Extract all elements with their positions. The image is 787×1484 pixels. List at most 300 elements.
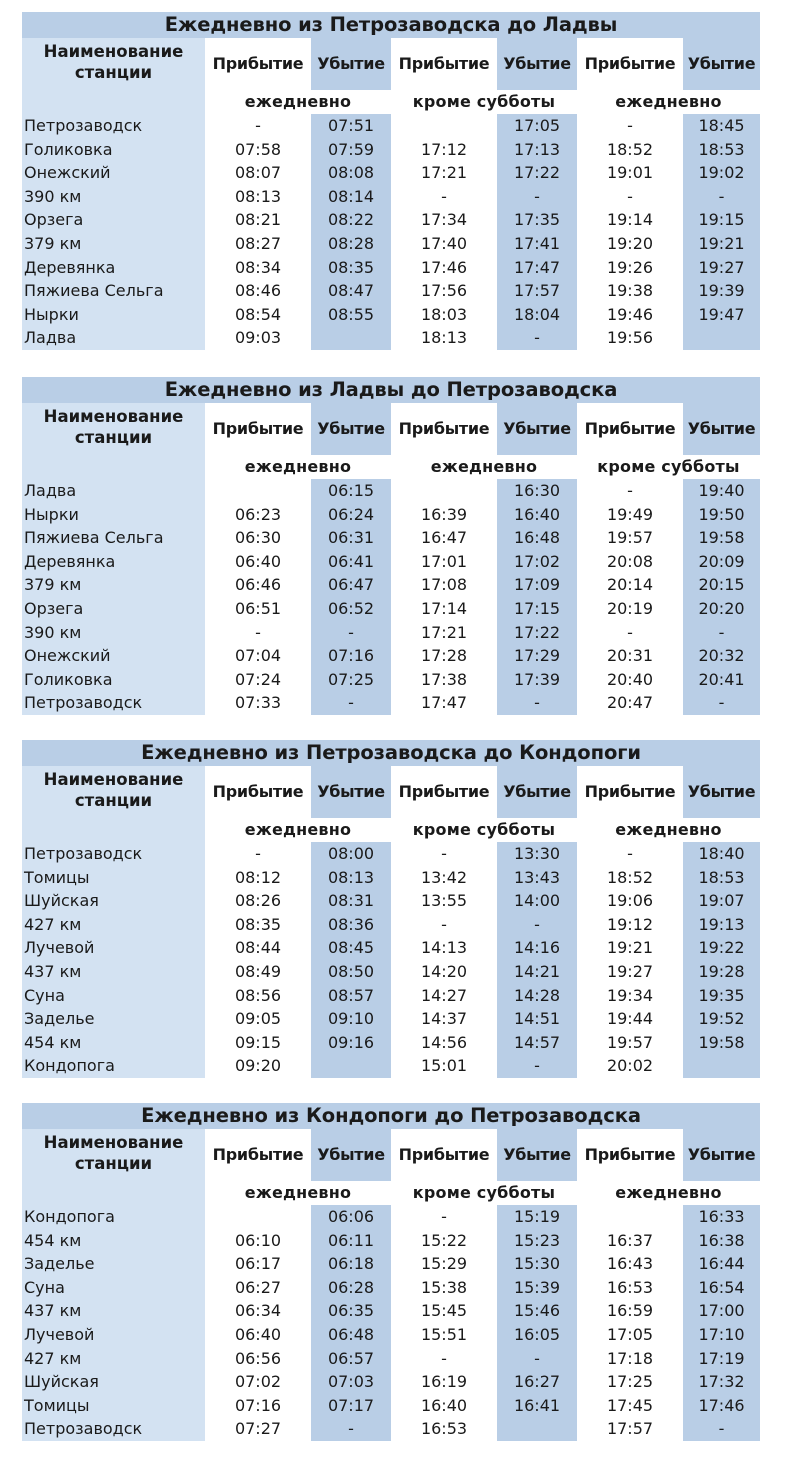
departure-time: 19:40 bbox=[683, 479, 760, 503]
table-row bbox=[22, 503, 760, 527]
table-row bbox=[22, 1205, 760, 1229]
arrival-time: 15:51 bbox=[391, 1323, 497, 1347]
schedule-period-label: ежедневно bbox=[244, 457, 352, 476]
station-name: Шуйская bbox=[22, 889, 205, 913]
departure-time: 09:16 bbox=[311, 1031, 391, 1055]
timetable-title: Ежедневно из Ладвы до Петрозаводска bbox=[164, 378, 618, 401]
table-row bbox=[22, 573, 760, 597]
arrival-time: 06:10 bbox=[205, 1229, 311, 1253]
departure-column-header: Убытие bbox=[683, 1129, 760, 1181]
station-name: Орзега bbox=[22, 208, 205, 232]
departure-time: 16:48 bbox=[497, 526, 577, 550]
departure-time: 08:13 bbox=[311, 866, 391, 890]
schedule-period-label: ежедневно bbox=[615, 820, 722, 839]
arrival-time: - bbox=[391, 185, 497, 209]
station-name: Петрозаводск bbox=[22, 114, 205, 138]
arrival-time: 19:27 bbox=[577, 960, 683, 984]
departure-column-header: Убытие bbox=[683, 766, 760, 818]
station-name: Нырки bbox=[22, 303, 205, 327]
departure-time: 17:00 bbox=[683, 1299, 760, 1323]
station-column-spacer bbox=[22, 455, 205, 479]
station-name: Пяжиева Сельга bbox=[22, 279, 205, 303]
departure-time: 18:53 bbox=[683, 138, 760, 162]
arrival-time: 08:49 bbox=[205, 960, 311, 984]
departure-time: 17:47 bbox=[497, 256, 577, 280]
station-name: Лучевой bbox=[22, 936, 205, 960]
station-name: Томицы bbox=[22, 866, 205, 890]
station-name: 390 км bbox=[22, 185, 205, 209]
timetable-title: Ежедневно из Петрозаводска до Ладвы bbox=[164, 13, 618, 36]
schedule-period-label: кроме субботы bbox=[597, 457, 740, 476]
arrival-time: 19:57 bbox=[577, 1031, 683, 1055]
timetable bbox=[22, 377, 760, 715]
departure-column-header: Убытие bbox=[683, 403, 760, 455]
departure-time: 17:19 bbox=[683, 1347, 760, 1371]
departure-time: 08:08 bbox=[311, 161, 391, 185]
departure-time: 20:15 bbox=[683, 573, 760, 597]
departure-time: 06:31 bbox=[311, 526, 391, 550]
departure-time: 18:04 bbox=[497, 303, 577, 327]
arrival-time: 07:16 bbox=[205, 1394, 311, 1418]
arrival-time: 13:55 bbox=[391, 889, 497, 913]
arrival-time: 17:14 bbox=[391, 597, 497, 621]
departure-time: 19:22 bbox=[683, 936, 760, 960]
arrival-time: - bbox=[205, 114, 311, 138]
arrival-time: 20:31 bbox=[577, 644, 683, 668]
departure-time: 19:07 bbox=[683, 889, 760, 913]
departure-time: 16:41 bbox=[497, 1394, 577, 1418]
departure-time: 16:40 bbox=[497, 503, 577, 527]
departure-time: 19:58 bbox=[683, 1031, 760, 1055]
departure-time: 17:10 bbox=[683, 1323, 760, 1347]
arrival-time: 08:44 bbox=[205, 936, 311, 960]
arrival-time: 19:38 bbox=[577, 279, 683, 303]
departure-time: 09:10 bbox=[311, 1007, 391, 1031]
departure-time: 16:33 bbox=[683, 1205, 760, 1229]
departure-time: 08:57 bbox=[311, 984, 391, 1008]
table-row bbox=[22, 326, 760, 350]
departure-time: - bbox=[497, 1347, 577, 1371]
departure-time: 19:21 bbox=[683, 232, 760, 256]
departure-time: - bbox=[497, 326, 577, 350]
departure-time: 06:47 bbox=[311, 573, 391, 597]
arrival-time: 16:40 bbox=[391, 1394, 497, 1418]
departure-time: 14:57 bbox=[497, 1031, 577, 1055]
departure-time: 06:28 bbox=[311, 1276, 391, 1300]
arrival-time: 17:38 bbox=[391, 668, 497, 692]
arrival-column-header: Прибытие bbox=[391, 403, 497, 455]
arrival-column-header: Прибытие bbox=[205, 1129, 311, 1181]
departure-time: 19:27 bbox=[683, 256, 760, 280]
table-row bbox=[22, 1054, 760, 1078]
table-row bbox=[22, 303, 760, 327]
arrival-time bbox=[205, 1205, 311, 1229]
arrival-time: 19:26 bbox=[577, 256, 683, 280]
station-name: 437 км bbox=[22, 960, 205, 984]
arrival-time: 09:05 bbox=[205, 1007, 311, 1031]
arrival-time: 20:19 bbox=[577, 597, 683, 621]
departure-time: - bbox=[683, 185, 760, 209]
schedule-period-label: ежедневно bbox=[244, 1183, 352, 1202]
arrival-time: 08:13 bbox=[205, 185, 311, 209]
arrival-time: 08:26 bbox=[205, 889, 311, 913]
column-header-row bbox=[22, 38, 760, 90]
departure-time: 13:30 bbox=[497, 842, 577, 866]
schedule-period-row bbox=[22, 1181, 760, 1205]
arrival-time: 20:40 bbox=[577, 668, 683, 692]
arrival-time: 14:37 bbox=[391, 1007, 497, 1031]
arrival-time: 19:06 bbox=[577, 889, 683, 913]
arrival-time: - bbox=[391, 842, 497, 866]
departure-time: 19:02 bbox=[683, 161, 760, 185]
departure-time: 06:11 bbox=[311, 1229, 391, 1253]
arrival-time: 09:03 bbox=[205, 326, 311, 350]
arrival-time: 19:14 bbox=[577, 208, 683, 232]
table-row bbox=[22, 1394, 760, 1418]
station-column-header: Наименование станции bbox=[22, 403, 205, 455]
departure-time: 15:23 bbox=[497, 1229, 577, 1253]
station-column-spacer bbox=[22, 818, 205, 842]
timetable bbox=[22, 12, 760, 350]
timetable bbox=[22, 740, 760, 1078]
arrival-time: 19:56 bbox=[577, 326, 683, 350]
arrival-time: 19:20 bbox=[577, 232, 683, 256]
departure-time: 18:53 bbox=[683, 866, 760, 890]
departure-time: - bbox=[311, 691, 391, 715]
departure-time: 20:41 bbox=[683, 668, 760, 692]
station-column-spacer bbox=[22, 90, 205, 114]
departure-time: 15:30 bbox=[497, 1252, 577, 1276]
departure-time: 17:05 bbox=[497, 114, 577, 138]
departure-column-header: Убытие bbox=[311, 1129, 391, 1181]
arrival-time: 20:08 bbox=[577, 550, 683, 574]
arrival-time: - bbox=[577, 621, 683, 645]
timetable-title-bar bbox=[22, 1103, 760, 1129]
arrival-time: 08:27 bbox=[205, 232, 311, 256]
departure-time: 06:06 bbox=[311, 1205, 391, 1229]
table-row bbox=[22, 889, 760, 913]
timetable-title: Ежедневно из Петрозаводска до Кондопоги bbox=[141, 741, 641, 764]
departure-time: 17:35 bbox=[497, 208, 577, 232]
arrival-time: 06:40 bbox=[205, 1323, 311, 1347]
arrival-time: 15:38 bbox=[391, 1276, 497, 1300]
station-name: 379 км bbox=[22, 573, 205, 597]
arrival-time: 19:34 bbox=[577, 984, 683, 1008]
table-row bbox=[22, 526, 760, 550]
departure-time: 19:13 bbox=[683, 913, 760, 937]
departure-time: 19:47 bbox=[683, 303, 760, 327]
arrival-time: 18:52 bbox=[577, 138, 683, 162]
arrival-time: 17:12 bbox=[391, 138, 497, 162]
departure-time: 17:22 bbox=[497, 621, 577, 645]
departure-time bbox=[497, 1417, 577, 1441]
departure-time: 19:39 bbox=[683, 279, 760, 303]
departure-time: 08:35 bbox=[311, 256, 391, 280]
departure-time: - bbox=[497, 185, 577, 209]
departure-time: 07:59 bbox=[311, 138, 391, 162]
departure-time: 07:25 bbox=[311, 668, 391, 692]
arrival-time: 06:30 bbox=[205, 526, 311, 550]
arrival-time: - bbox=[577, 114, 683, 138]
departure-column-header: Убытие bbox=[497, 766, 577, 818]
departure-time: 14:00 bbox=[497, 889, 577, 913]
station-name: Заделье bbox=[22, 1007, 205, 1031]
arrival-time: 16:47 bbox=[391, 526, 497, 550]
departure-time: 07:16 bbox=[311, 644, 391, 668]
departure-time: 20:09 bbox=[683, 550, 760, 574]
departure-time: 06:57 bbox=[311, 1347, 391, 1371]
departure-time: 07:03 bbox=[311, 1370, 391, 1394]
table-row bbox=[22, 1347, 760, 1371]
arrival-column-header: Прибытие bbox=[577, 38, 683, 90]
arrival-time: 06:56 bbox=[205, 1347, 311, 1371]
table-row bbox=[22, 913, 760, 937]
schedule-period-label: ежедневно bbox=[430, 457, 538, 476]
station-column-header: Наименование станции bbox=[22, 38, 205, 90]
station-name: Суна bbox=[22, 1276, 205, 1300]
departure-time: 17:41 bbox=[497, 232, 577, 256]
arrival-time: 06:34 bbox=[205, 1299, 311, 1323]
arrival-column-header: Прибытие bbox=[577, 766, 683, 818]
departure-time: 08:45 bbox=[311, 936, 391, 960]
arrival-time: 17:46 bbox=[391, 256, 497, 280]
arrival-column-header: Прибытие bbox=[391, 38, 497, 90]
table-row bbox=[22, 1323, 760, 1347]
timetable-title-bar bbox=[22, 12, 760, 38]
arrival-time: 06:17 bbox=[205, 1252, 311, 1276]
arrival-time: 17:01 bbox=[391, 550, 497, 574]
table-row bbox=[22, 1007, 760, 1031]
schedule-period-label: кроме субботы bbox=[412, 1183, 556, 1202]
arrival-time: 14:20 bbox=[391, 960, 497, 984]
departure-time: 16:38 bbox=[683, 1229, 760, 1253]
station-name: 437 км bbox=[22, 1299, 205, 1323]
schedule-period-label: кроме субботы bbox=[412, 820, 556, 839]
departure-time: 17:46 bbox=[683, 1394, 760, 1418]
departure-time: 08:50 bbox=[311, 960, 391, 984]
table-row bbox=[22, 960, 760, 984]
arrival-time: 09:20 bbox=[205, 1054, 311, 1078]
arrival-time: 07:02 bbox=[205, 1370, 311, 1394]
departure-time: 13:43 bbox=[497, 866, 577, 890]
timetable-title-bar bbox=[22, 740, 760, 766]
arrival-time: - bbox=[205, 621, 311, 645]
station-name: Ладва bbox=[22, 479, 205, 503]
arrival-time: 18:03 bbox=[391, 303, 497, 327]
arrival-time: 07:27 bbox=[205, 1417, 311, 1441]
column-header-row bbox=[22, 766, 760, 818]
departure-time: 06:24 bbox=[311, 503, 391, 527]
departure-time: - bbox=[683, 1417, 760, 1441]
schedule-period-row bbox=[22, 455, 760, 479]
departure-time: 19:52 bbox=[683, 1007, 760, 1031]
arrival-time: 19:57 bbox=[577, 526, 683, 550]
arrival-time: 19:21 bbox=[577, 936, 683, 960]
station-name: Кондопога bbox=[22, 1054, 205, 1078]
departure-time: 15:39 bbox=[497, 1276, 577, 1300]
departure-time bbox=[311, 1054, 391, 1078]
arrival-time: 17:45 bbox=[577, 1394, 683, 1418]
arrival-time bbox=[391, 479, 497, 503]
table-row bbox=[22, 668, 760, 692]
table-row bbox=[22, 479, 760, 503]
departure-time: 08:36 bbox=[311, 913, 391, 937]
station-name: Кондопога bbox=[22, 1205, 205, 1229]
departure-time bbox=[683, 1054, 760, 1078]
arrival-time: 16:59 bbox=[577, 1299, 683, 1323]
table-row bbox=[22, 1252, 760, 1276]
table-row bbox=[22, 114, 760, 138]
timetable-body bbox=[22, 842, 760, 1078]
arrival-time: 13:42 bbox=[391, 866, 497, 890]
arrival-time: 17:28 bbox=[391, 644, 497, 668]
departure-time: 16:05 bbox=[497, 1323, 577, 1347]
station-name: 427 км bbox=[22, 913, 205, 937]
table-row bbox=[22, 232, 760, 256]
departure-time: 06:41 bbox=[311, 550, 391, 574]
arrival-time bbox=[205, 479, 311, 503]
departure-time: 16:30 bbox=[497, 479, 577, 503]
departure-time: 16:44 bbox=[683, 1252, 760, 1276]
departure-time: 08:22 bbox=[311, 208, 391, 232]
departure-time: 08:14 bbox=[311, 185, 391, 209]
arrival-time: 19:49 bbox=[577, 503, 683, 527]
arrival-time: 17:21 bbox=[391, 621, 497, 645]
station-name: Нырки bbox=[22, 503, 205, 527]
departure-time: 20:32 bbox=[683, 644, 760, 668]
arrival-time bbox=[577, 1205, 683, 1229]
timetable bbox=[22, 1103, 760, 1441]
table-row bbox=[22, 621, 760, 645]
arrival-time: 08:12 bbox=[205, 866, 311, 890]
table-row bbox=[22, 644, 760, 668]
departure-time: - bbox=[311, 621, 391, 645]
station-name: Петрозаводск bbox=[22, 691, 205, 715]
departure-time: 06:48 bbox=[311, 1323, 391, 1347]
departure-time: 17:09 bbox=[497, 573, 577, 597]
arrival-time: 17:56 bbox=[391, 279, 497, 303]
arrival-time: 18:52 bbox=[577, 866, 683, 890]
departure-time: - bbox=[683, 621, 760, 645]
departure-time: 19:35 bbox=[683, 984, 760, 1008]
departure-time: 15:46 bbox=[497, 1299, 577, 1323]
departure-time: 19:50 bbox=[683, 503, 760, 527]
station-name: 454 км bbox=[22, 1031, 205, 1055]
arrival-time: 14:27 bbox=[391, 984, 497, 1008]
arrival-time: 17:47 bbox=[391, 691, 497, 715]
table-row bbox=[22, 550, 760, 574]
table-row bbox=[22, 138, 760, 162]
station-name: Деревянка bbox=[22, 256, 205, 280]
table-row bbox=[22, 185, 760, 209]
schedule-period-row bbox=[22, 90, 760, 114]
departure-column-header: Убытие bbox=[683, 38, 760, 90]
table-row bbox=[22, 936, 760, 960]
departure-time: 16:54 bbox=[683, 1276, 760, 1300]
departure-column-header: Убытие bbox=[311, 403, 391, 455]
arrival-time: 15:01 bbox=[391, 1054, 497, 1078]
arrival-time: - bbox=[391, 1347, 497, 1371]
arrival-time: - bbox=[205, 842, 311, 866]
departure-column-header: Убытие bbox=[311, 38, 391, 90]
departure-time bbox=[683, 326, 760, 350]
column-header-row bbox=[22, 1129, 760, 1181]
table-row bbox=[22, 1370, 760, 1394]
arrival-time: 17:18 bbox=[577, 1347, 683, 1371]
schedule-period-label: ежедневно bbox=[244, 92, 352, 111]
departure-time: 07:17 bbox=[311, 1394, 391, 1418]
schedule-period-label: ежедневно bbox=[615, 92, 722, 111]
arrival-time: 17:40 bbox=[391, 232, 497, 256]
arrival-time: 07:58 bbox=[205, 138, 311, 162]
departure-column-header: Убытие bbox=[311, 766, 391, 818]
departure-time: 06:35 bbox=[311, 1299, 391, 1323]
departure-time: 14:51 bbox=[497, 1007, 577, 1031]
arrival-time: 15:29 bbox=[391, 1252, 497, 1276]
departure-time: 17:39 bbox=[497, 668, 577, 692]
arrival-time: 20:47 bbox=[577, 691, 683, 715]
timetable-body bbox=[22, 1205, 760, 1441]
arrival-time: 17:25 bbox=[577, 1370, 683, 1394]
departure-column-header: Убытие bbox=[497, 38, 577, 90]
timetable-body bbox=[22, 114, 760, 350]
arrival-column-header: Прибытие bbox=[391, 766, 497, 818]
arrival-time: 06:40 bbox=[205, 550, 311, 574]
arrival-time: - bbox=[577, 842, 683, 866]
arrival-time: 19:12 bbox=[577, 913, 683, 937]
departure-time: 19:15 bbox=[683, 208, 760, 232]
station-name: 454 км bbox=[22, 1229, 205, 1253]
arrival-time: 19:01 bbox=[577, 161, 683, 185]
departure-time: 18:40 bbox=[683, 842, 760, 866]
departure-time: 14:21 bbox=[497, 960, 577, 984]
arrival-time: 16:37 bbox=[577, 1229, 683, 1253]
arrival-column-header: Прибытие bbox=[205, 38, 311, 90]
arrival-time: - bbox=[577, 185, 683, 209]
departure-time: - bbox=[311, 1417, 391, 1441]
station-column-header: Наименование станции bbox=[22, 766, 205, 818]
schedule-period-label: кроме субботы bbox=[412, 92, 556, 111]
arrival-time: 15:22 bbox=[391, 1229, 497, 1253]
arrival-time: - bbox=[577, 479, 683, 503]
arrival-time: 14:13 bbox=[391, 936, 497, 960]
departure-time: 18:45 bbox=[683, 114, 760, 138]
departure-time: 06:15 bbox=[311, 479, 391, 503]
table-row bbox=[22, 984, 760, 1008]
station-name: Деревянка bbox=[22, 550, 205, 574]
departure-time: 17:13 bbox=[497, 138, 577, 162]
arrival-time: 07:33 bbox=[205, 691, 311, 715]
station-name: Ладва bbox=[22, 326, 205, 350]
arrival-column-header: Прибытие bbox=[205, 766, 311, 818]
table-row bbox=[22, 161, 760, 185]
table-row bbox=[22, 691, 760, 715]
arrival-time: 06:23 bbox=[205, 503, 311, 527]
table-row bbox=[22, 1031, 760, 1055]
departure-time: 20:20 bbox=[683, 597, 760, 621]
departure-time: 17:02 bbox=[497, 550, 577, 574]
station-name: Петрозаводск bbox=[22, 1417, 205, 1441]
arrival-time: 06:27 bbox=[205, 1276, 311, 1300]
arrival-time: - bbox=[391, 1205, 497, 1229]
table-row bbox=[22, 208, 760, 232]
station-name: Суна bbox=[22, 984, 205, 1008]
arrival-time: 08:46 bbox=[205, 279, 311, 303]
station-name: Онежский bbox=[22, 161, 205, 185]
arrival-time: 19:46 bbox=[577, 303, 683, 327]
station-name: Шуйская bbox=[22, 1370, 205, 1394]
departure-time: - bbox=[497, 1054, 577, 1078]
